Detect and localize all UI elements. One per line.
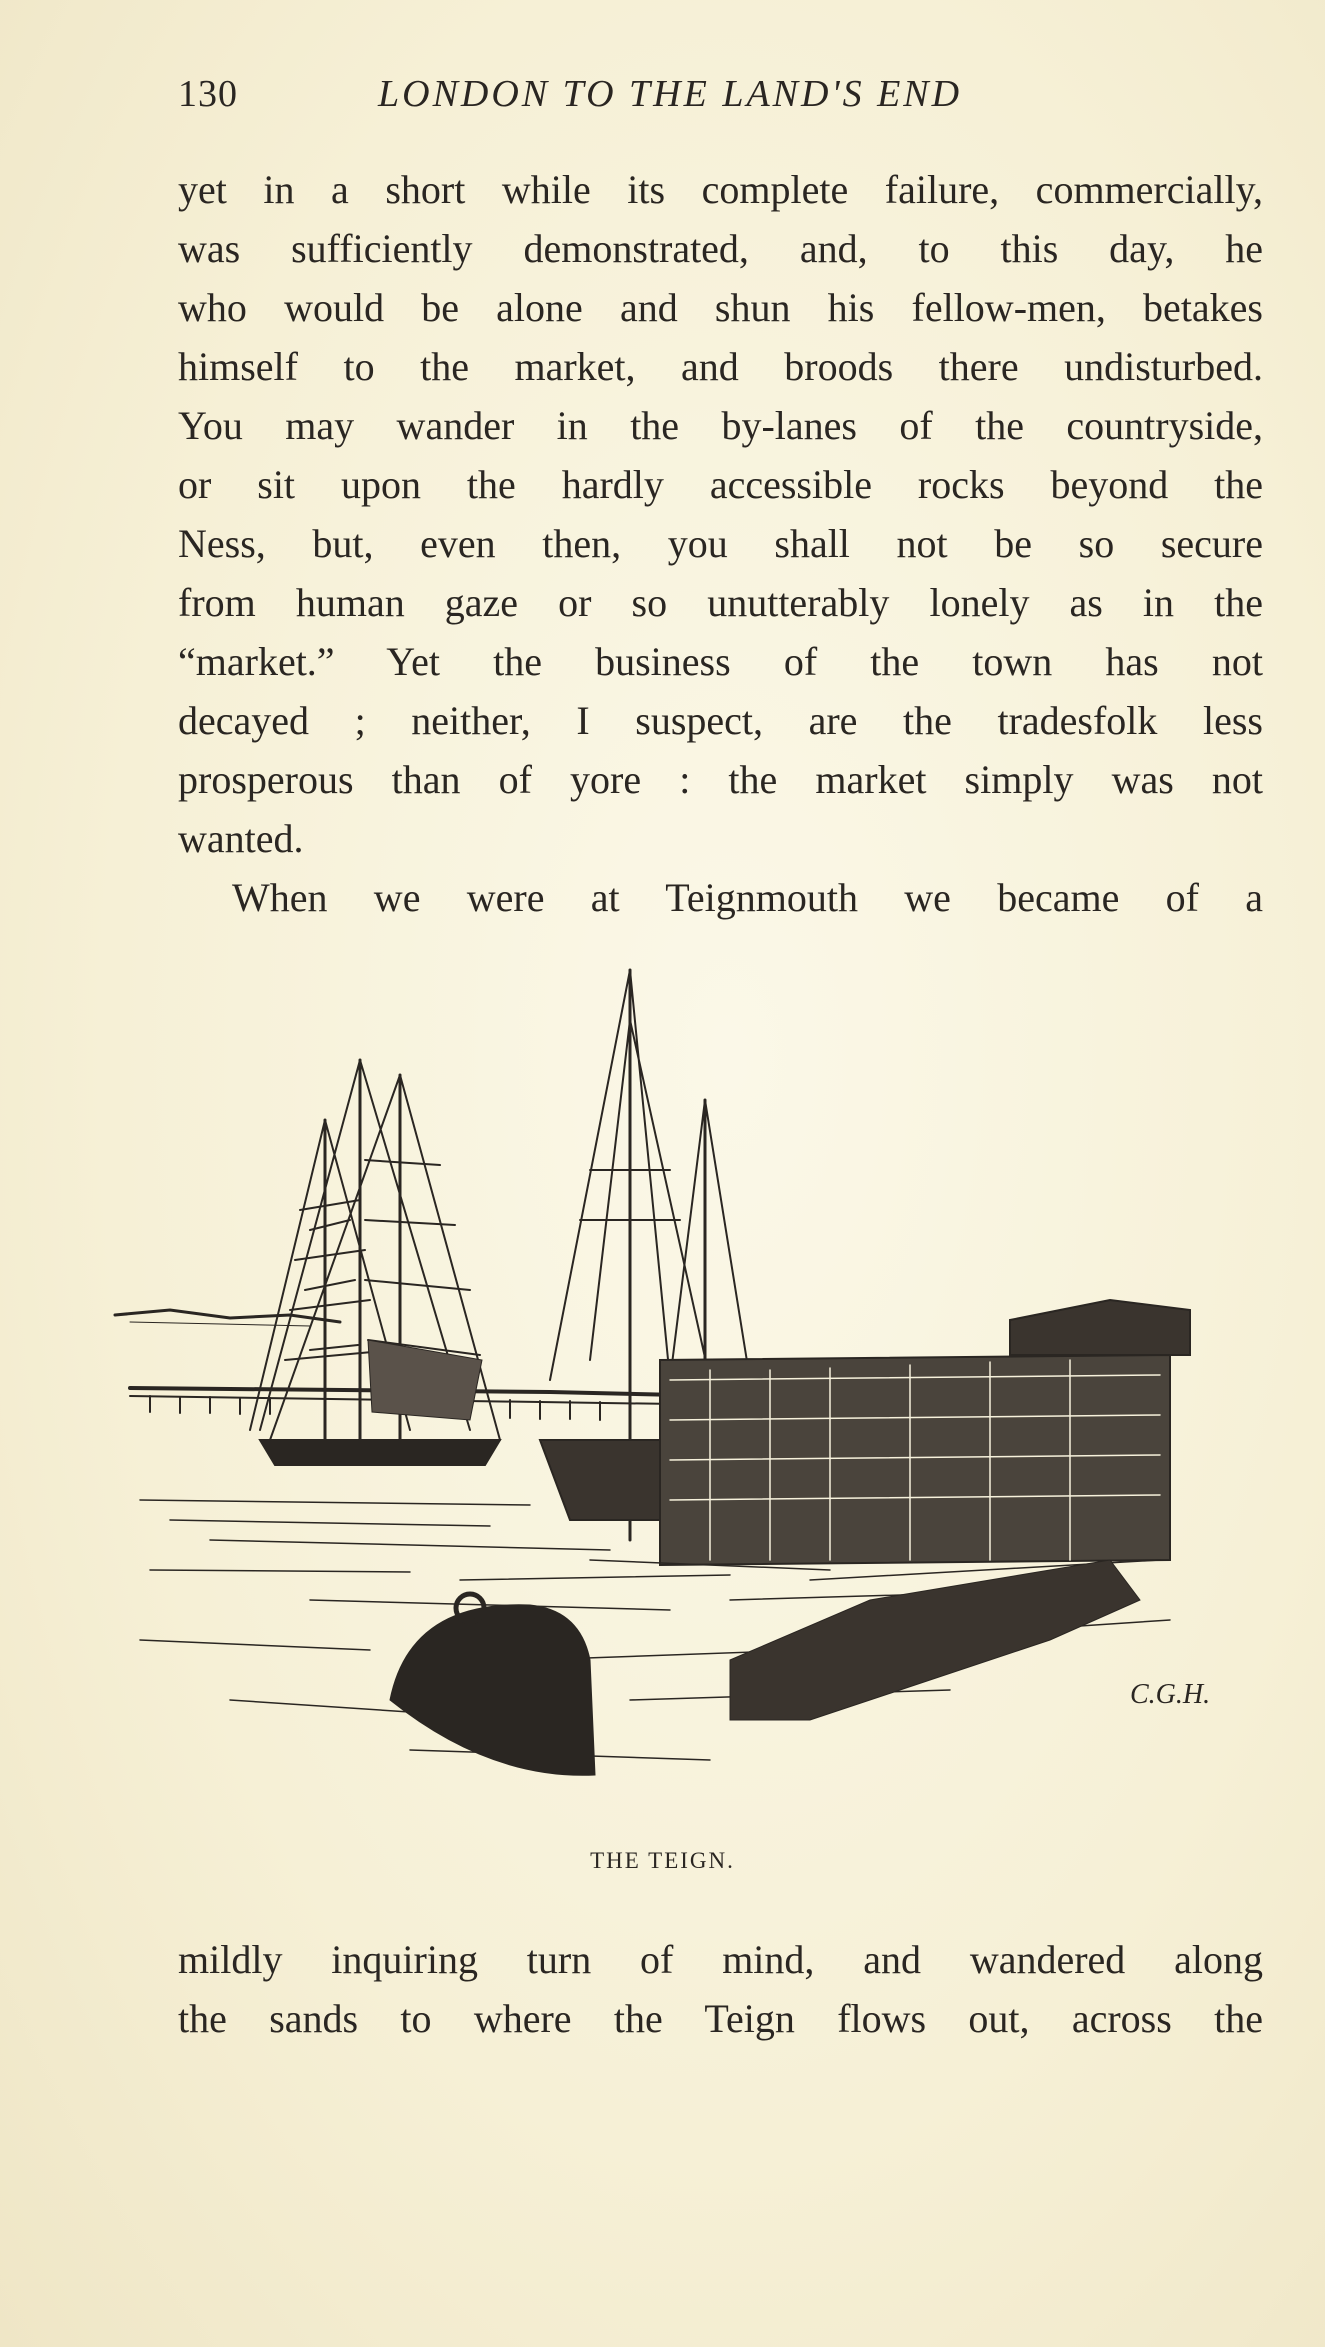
mooring-buoy (390, 1594, 595, 1775)
illustration-caption: THE TEIGN. (590, 1848, 735, 1873)
text-line: or sit upon the hardly accessible rocks beyond the (178, 462, 1263, 507)
page-number: 130 (178, 73, 238, 115)
sailing-ship (250, 1060, 500, 1465)
body-text-top (178, 160, 1263, 927)
text-line: decayed ; neither, I suspect, are the tradesfolk less (178, 698, 1263, 743)
text-line: who would be alone and shun his fellow-men, betakes (178, 285, 1263, 330)
text-line: prosperous than of yore : the market simply was not (178, 757, 1263, 802)
text-line: himself to the market, and broods there undisturbed. (178, 344, 1263, 389)
running-head (178, 72, 1178, 122)
timber-pier (660, 1300, 1190, 1565)
rocky-foreshore (730, 1560, 1140, 1720)
text-line: mildly inquiring turn of mind, and wandered along (178, 1937, 1263, 1982)
text-line: You may wander in the by-lanes of the countryside, (178, 403, 1263, 448)
text-line: “market.” Yet the business of the town has not (178, 639, 1263, 684)
distant-shore-left (115, 1310, 340, 1322)
text-line: yet in a short while its complete failure, commercially, (178, 167, 1263, 212)
text-line: the sands to where the Teign flows out, across the (178, 1996, 1263, 2041)
body-text-bottom (178, 1930, 1263, 2048)
teign-harbour-engraving (110, 960, 1290, 1820)
running-title: LONDON TO THE LAND'S END (378, 73, 963, 115)
text-line: Ness, but, even then, you shall not be so secure (178, 521, 1263, 566)
text-line: was sufficiently demonstrated, and, to this day, he (178, 226, 1263, 271)
paragraph-start-line: When we were at Teignmouth we became of a (232, 875, 1263, 920)
artist-signature: C.G.H. (1130, 1679, 1211, 1710)
text-line: from human gaze or so unutterably lonely as in the (178, 580, 1263, 625)
text-line: wanted. (178, 816, 304, 861)
